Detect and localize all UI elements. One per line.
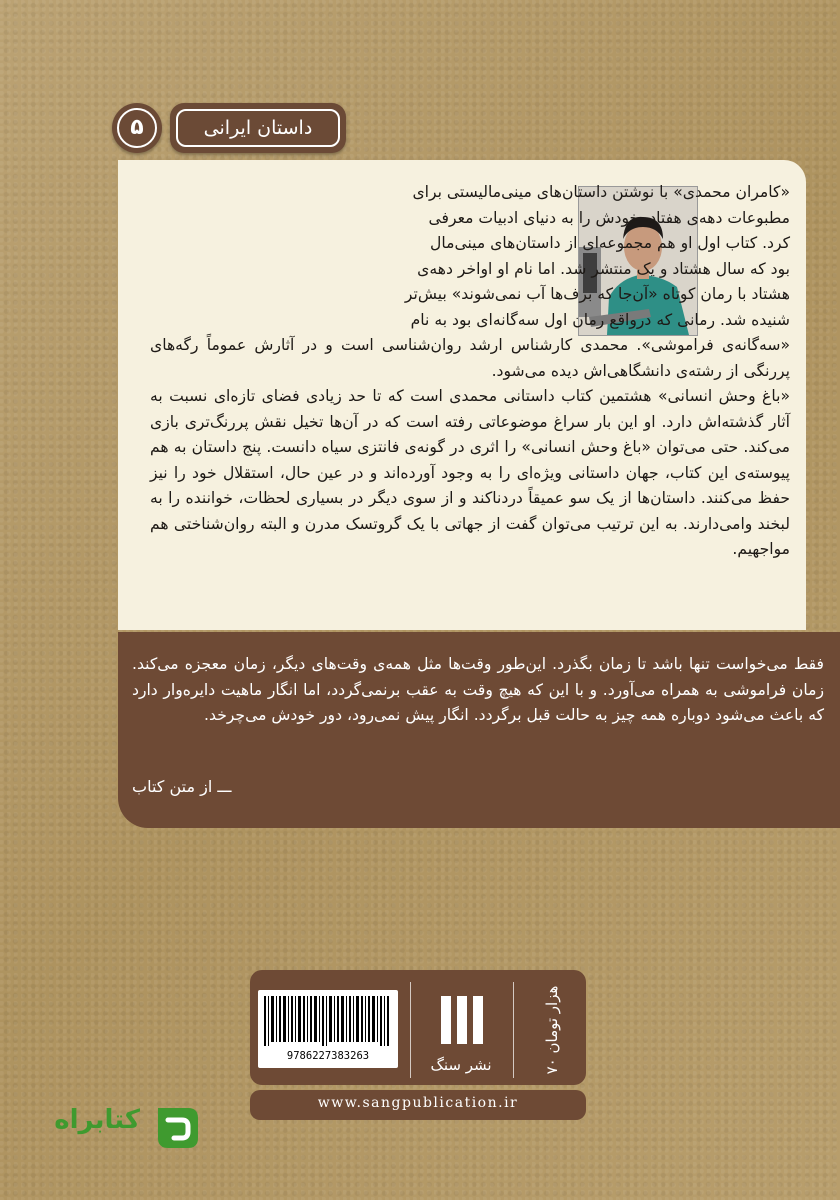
excerpt-source: ـــ از متن کتاب (132, 777, 232, 796)
series-number: ۵ (117, 108, 157, 148)
ketabrah-logo-icon (148, 1098, 204, 1154)
bio-line: بود که سال هشتاد و یک منتشر شد. اما نام او اواخر دهه‌ی (417, 259, 790, 278)
bio-line: «کامران محمدی» با نوشتن داستان‌های مینی‌مالیستی برای (412, 183, 790, 201)
bio-paragraph-2: «باغ وحش انسانی» هشتمین کتاب داستانی محمدی است که تا حد زیادی فضای تازه‌ای نسبت به آثار گذشته‌اش دارد. او این بار سراغ موضوعاتی رفته است که در آن‌ها تخیل نقش پررنگ‌تری بازی می‌کند. حتی می‌توان «باغ وحش انسانی» را اثری در گونه‌ی فانتزی سیاه دانست. پنج داستان به هم پیوسته‌ی این کتاب، جهان داستانی ویژه‌ای را به وجود آورده‌اند و در عین حال، استقلال خود را نیز حفظ می‌کنند. داستان‌ها از یک سو عمیقاً دردناکند و از سوی دیگر در بسیاری لحظات، خواننده را به لبخند وامی‌دارند. به این ترتیب می‌توان گفت از جهاتی با یک گروتسک مدرن و البته روان‌شناختی هم مواجهیم. (150, 387, 790, 558)
bio-line: مطبوعات دهه‌ی هفتاد، خودش را به دنیای ادبیات معرفی (428, 208, 790, 227)
bio-paragraph-1-rest: «سه‌گانه‌ی فراموشی». محمدی کارشناس ارشد روان‌شناسی است و در آثارش عموماً رگه‌های پررنگی از رشته‌ی دانشگاهی‌اش دیده می‌شود. (150, 336, 790, 380)
isbn-number: 9786227383263 (286, 1050, 370, 1062)
series-number-badge (112, 103, 162, 153)
bio-line: کرد. کتاب اول او هم مجموعه‌ای از داستان‌های مینی‌مال (430, 234, 790, 252)
publisher-url[interactable]: www.sangpublication.ir (317, 1095, 519, 1111)
bio-line: هشتاد با رمان کوتاه «آن‌جا که برف‌ها آب نمی‌شوند» بیش‌تر (404, 285, 790, 303)
book-price: ۷۰ هزار تومان (543, 985, 561, 1075)
book-excerpt: فقط می‌خواست تنها باشد تا زمان بگذرد. این‌طور وقت‌ها مثل همه‌ی وقت‌های دیگر، زمان معجزه می‌کند. زمان فراموشی به همراه می‌آورد. و با این که هیچ وقت به عقب برنمی‌گردد، اما انگار ماهیت دایره‌وار دارد که باعث می‌شود دوباره همه چیز به حالت قبل برگردد. انگار پیش نمی‌رود، دور خودش می‌چرخد. (132, 655, 824, 724)
barcode-icon (258, 990, 398, 1050)
bio-line: شنیده شد. رمانی که درواقع رمان اول سه‌گانه‌ای بود به نام (410, 310, 790, 329)
series-label-badge (170, 103, 346, 153)
ketabrah-watermark: کتابراه (54, 1105, 140, 1135)
publisher-logo-icon (411, 982, 513, 1052)
bio-first-lines (372, 180, 790, 333)
book-description (150, 180, 790, 563)
price-cell (522, 980, 582, 1080)
series-label: داستان ایرانی (176, 109, 340, 147)
publisher-name: نشر سنگ (430, 1056, 492, 1074)
